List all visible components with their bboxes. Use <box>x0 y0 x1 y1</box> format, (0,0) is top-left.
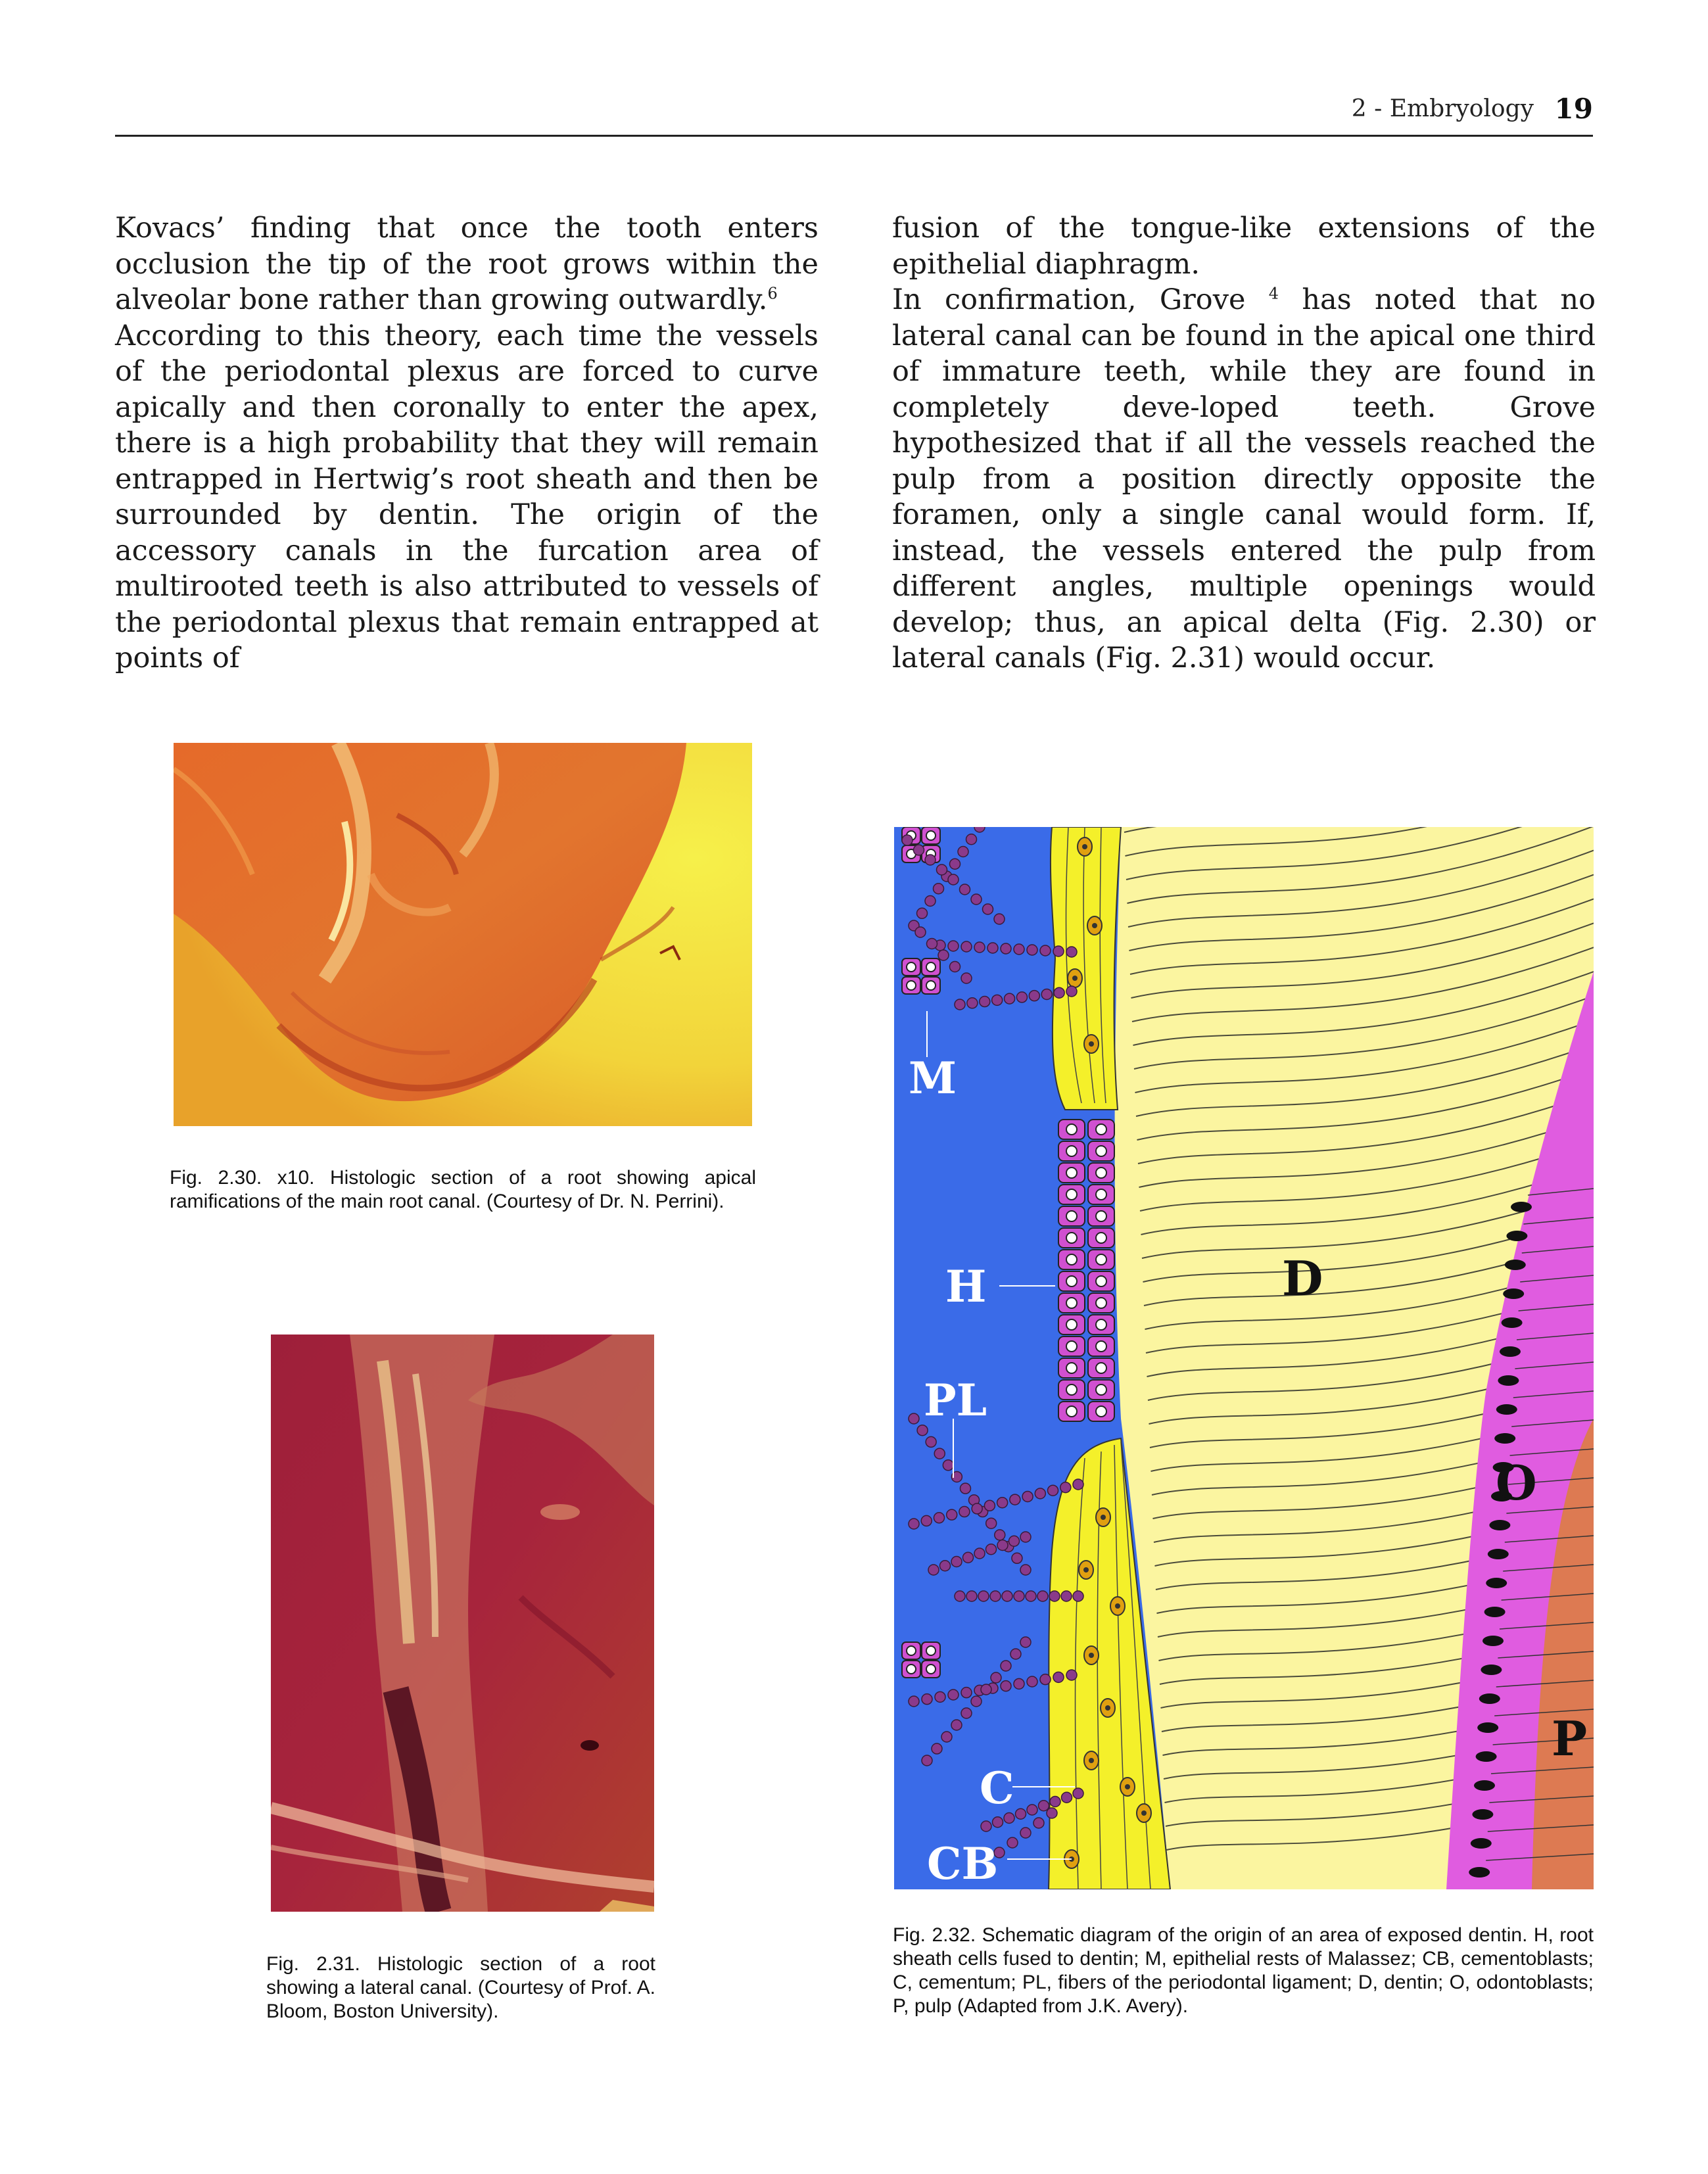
fiber-bead <box>1010 1494 1020 1505</box>
paragraph: According to this theory, each time the vessels of the periodontal plexus are forced to curve apically and then coronally to enter the apex, there is a high probability that they will remain entrapped in Hertwig’s root sheath and then be surrounded by dentin. The origin of the accessory canals in the furcation area of multirooted teeth is also attributed to vessels of the periodontal plexus that remain entrapped at points of <box>115 319 818 674</box>
fiber-bead <box>935 1691 945 1702</box>
fiber-bead <box>1048 1485 1058 1496</box>
fiber-bead <box>1050 1797 1060 1807</box>
fiber-bead <box>925 855 936 865</box>
fiber-bead <box>984 1500 995 1511</box>
paragraph <box>892 282 1596 676</box>
fiber-bead <box>1027 1676 1037 1687</box>
fiber-bead <box>972 1503 982 1514</box>
fiber-bead <box>1039 1801 1049 1811</box>
fiber-bead <box>1049 1591 1060 1601</box>
root-sheath-nucleus <box>1096 1254 1106 1265</box>
fiber-bead <box>1027 1805 1037 1815</box>
fiber-bead <box>1014 1591 1024 1601</box>
fiber-bead <box>1020 1565 1031 1575</box>
figure-2-31-photo <box>271 1335 654 1912</box>
fiber-bead <box>1001 1681 1011 1691</box>
fiber-bead <box>1014 1678 1024 1689</box>
odontoblast-nucleus <box>1498 1375 1519 1386</box>
label-p: P <box>1552 1711 1588 1766</box>
fiber-bead <box>1047 1808 1057 1818</box>
fiber-bead <box>934 884 944 894</box>
root-sheath-nucleus <box>1096 1298 1106 1308</box>
cementum-upper <box>1051 827 1121 1110</box>
odontoblast-nucleus <box>1472 1809 1493 1820</box>
fiber-bead <box>1066 1670 1077 1680</box>
fiber-bead <box>909 1519 919 1529</box>
label-d: D <box>1282 1250 1323 1306</box>
fiber-bead <box>941 1732 952 1742</box>
fiber-bead <box>1014 944 1024 955</box>
fiber-bead <box>961 1688 972 1698</box>
odontoblast-nucleus <box>1479 1693 1500 1704</box>
cementocyte-nucleus <box>1101 1515 1106 1520</box>
cementocyte-nucleus <box>1082 844 1087 849</box>
right-column <box>892 210 1596 676</box>
fiber-bead <box>987 943 998 953</box>
fiber-bead <box>1027 945 1037 955</box>
fiber-bead <box>981 1684 991 1695</box>
odontoblast-nucleus <box>1481 1665 1502 1675</box>
paragraph <box>115 210 818 318</box>
fiber-bead <box>909 1696 919 1707</box>
fiber-bead <box>1040 1674 1051 1685</box>
odontoblast-nucleus <box>1486 1578 1507 1588</box>
odontoblast-nucleus <box>1511 1202 1532 1212</box>
label-pl: PL <box>924 1375 987 1426</box>
fiber-bead <box>927 939 937 949</box>
fiber-bead <box>928 1565 939 1575</box>
fiber-bead <box>1033 1818 1044 1828</box>
fiber-bead <box>909 1413 919 1424</box>
fiber-bead <box>983 904 993 914</box>
fiber-bead <box>934 1513 944 1523</box>
fiber-bead <box>1041 989 1052 999</box>
page-header <box>115 95 1593 135</box>
root-sheath-nucleus <box>1096 1384 1106 1395</box>
fiber-bead <box>951 1557 962 1567</box>
root-sheath-nucleus <box>1096 1146 1106 1156</box>
fiber-bead <box>1073 1591 1083 1601</box>
root-sheath-nucleus <box>1096 1341 1106 1352</box>
malassez-nucleus <box>907 1646 916 1655</box>
root-sheath-nucleus <box>1066 1168 1077 1178</box>
fiber-bead <box>961 1708 972 1718</box>
root-sheath-nucleus <box>1096 1233 1106 1243</box>
fiber-bead <box>1060 1482 1071 1493</box>
fiber-bead <box>992 995 1003 1005</box>
root-sheath-nucleus <box>1096 1363 1106 1373</box>
fiber-bead <box>955 1591 965 1601</box>
odontoblast-nucleus <box>1496 1404 1517 1415</box>
paragraph-text: In confirmation, Grove <box>892 283 1246 316</box>
malassez-nucleus <box>926 1646 936 1655</box>
fiber-bead <box>963 1552 974 1563</box>
fiber-bead <box>950 962 961 972</box>
label-o: O <box>1496 1455 1537 1511</box>
fiber-bead <box>934 1448 945 1459</box>
header-rule <box>115 135 1593 137</box>
figure-2-32-caption: Fig. 2.32. Schematic diagram of the origin of an area of exposed dentin. H, root sheath cells fused to dentin; M, epithelial rests of Malassez; CB, cementoblasts; C, cementum; PL, fibers of the periodontal ligament; D, dentin; O, odontoblasts; P, pulp (Adapted from J.K. Avery). <box>893 1924 1594 2017</box>
fiber-bead <box>947 1509 957 1520</box>
root-sheath-nucleus <box>1066 1319 1077 1330</box>
fiber-bead <box>951 1720 962 1730</box>
page-number: 19 <box>1554 93 1593 125</box>
fiber-bead <box>948 874 959 885</box>
fiber-bead <box>915 927 926 937</box>
malassez-nucleus <box>907 962 916 972</box>
cementocyte-nucleus <box>1125 1784 1130 1789</box>
fiber-bead <box>1005 993 1015 1004</box>
fiber-bead <box>943 1460 953 1471</box>
fiber-bead <box>1053 1672 1064 1682</box>
root-sheath-nucleus <box>1096 1319 1106 1330</box>
malassez-nucleus <box>907 981 916 990</box>
fiber-bead <box>1029 991 1039 1001</box>
fiber-bead <box>994 914 1005 924</box>
paragraph-text: Kovacs’ finding that once the tooth enters occlusion the tip of the root grows within the alveolar bone rather than growing outwardly. <box>115 212 818 316</box>
fiber-bead <box>986 1544 997 1555</box>
fiber-bead <box>948 941 959 951</box>
fiber-bead <box>940 1561 951 1571</box>
fiber-bead <box>997 1498 1008 1508</box>
fiber-bead <box>1016 992 1027 1003</box>
odontoblast-nucleus <box>1474 1780 1495 1791</box>
odontoblast-nucleus <box>1476 1751 1497 1762</box>
root-sheath-nucleus <box>1066 1384 1077 1395</box>
fiber-bead <box>1054 987 1064 998</box>
fiber-bead <box>993 1817 1003 1828</box>
cementocyte-nucleus <box>1141 1810 1147 1816</box>
fiber-bead <box>966 1591 977 1601</box>
fiber-bead <box>922 1694 932 1705</box>
odontoblast-nucleus <box>1471 1838 1492 1849</box>
fiber-bead <box>1066 947 1077 957</box>
fiber-bead <box>995 1530 1005 1540</box>
fiber-bead <box>1022 1491 1033 1501</box>
odontoblast-nucleus <box>1488 1549 1509 1559</box>
odontoblast-nucleus <box>1469 1867 1490 1878</box>
fiber-bead <box>986 1518 997 1528</box>
fiber-bead <box>902 835 913 845</box>
fiber-bead <box>1010 1649 1021 1659</box>
malassez-nucleus <box>926 962 936 972</box>
root-sheath-nucleus <box>1066 1341 1077 1352</box>
fiber-bead <box>1040 945 1051 956</box>
cementocyte-nucleus <box>1105 1705 1110 1711</box>
fiber-bead <box>1020 1532 1031 1542</box>
fiber-bead <box>966 834 977 845</box>
root-sheath-nucleus <box>1066 1146 1077 1156</box>
fiber-bead <box>1061 1591 1072 1601</box>
root-sheath-nucleus <box>1066 1298 1077 1308</box>
fiber-bead <box>1020 1828 1031 1838</box>
odontoblast-nucleus <box>1500 1346 1521 1357</box>
fiber-bead <box>1001 1661 1011 1671</box>
fiber-bead <box>950 859 961 869</box>
root-sheath-nucleus <box>1066 1254 1077 1265</box>
fiber-bead <box>1001 943 1011 954</box>
fiber-bead <box>922 1755 932 1766</box>
fiber-bead <box>1037 1591 1048 1601</box>
odontoblast-nucleus <box>1483 1636 1504 1646</box>
root-sheath-nucleus <box>1066 1211 1077 1221</box>
paragraph-text: has noted that no lateral canal can be found in the apical one third of immature teeth, while they are found in completely deve-loped teeth. Grove hypothesized that if all the vessels reached the pulp from a position directly opposite the foramen, only a single canal would form. If, instead, the vessels entered the pulp from different angles, multiple openings would develop; thus, an apical delta (Fig. 2.30) or lateral canals (Fig. 2.31) would occur. <box>892 283 1596 674</box>
figure-2-30-photo <box>174 743 752 1126</box>
fiber-bead <box>1004 1813 1014 1824</box>
reference-mark: 4 <box>1268 284 1279 303</box>
fiber-bead <box>971 1696 982 1707</box>
fiber-bead <box>1026 1591 1036 1601</box>
root-sheath-nucleus <box>1066 1189 1077 1200</box>
odontoblast-nucleus <box>1477 1722 1498 1733</box>
fiber-bead <box>925 896 936 907</box>
cementocyte-nucleus <box>1089 1041 1094 1047</box>
root-sheath-nucleus <box>1096 1124 1106 1135</box>
histology-section-lateral-canal <box>271 1335 654 1912</box>
label-h: H <box>945 1261 987 1312</box>
fiber-bead <box>997 1540 1008 1551</box>
reference-mark: 6 <box>767 284 778 303</box>
fiber-bead <box>974 1548 985 1559</box>
fiber-bead <box>961 941 972 952</box>
label-c: C <box>980 1762 1014 1814</box>
fiber-bead <box>978 1591 989 1601</box>
fiber-bead <box>914 845 924 855</box>
odontoblast-nucleus <box>1494 1433 1515 1444</box>
cementocyte-nucleus <box>1089 1758 1094 1763</box>
cementocyte-nucleus <box>1089 1653 1094 1658</box>
fiber-bead <box>971 894 982 905</box>
fiber-bead <box>955 999 965 1010</box>
fiber-bead <box>1020 1637 1031 1647</box>
fiber-bead <box>1066 986 1077 997</box>
malassez-nucleus <box>926 831 936 840</box>
fiber-bead <box>1012 1553 1022 1563</box>
fiber-bead <box>960 1483 970 1494</box>
root-sheath-nucleus <box>1066 1276 1077 1287</box>
root-sheath-nucleus <box>1096 1276 1106 1287</box>
fiber-bead <box>967 998 978 1008</box>
odontoblast-nucleus <box>1503 1288 1524 1299</box>
running-head: 2 - Embryology <box>1351 95 1534 122</box>
root-sheath-nucleus <box>1096 1189 1106 1200</box>
fiber-bead <box>948 1690 959 1700</box>
fiber-bead <box>1007 1837 1018 1848</box>
fiber-bead <box>926 1436 936 1447</box>
fiber-bead <box>937 864 947 875</box>
fiber-bead <box>1002 1591 1012 1601</box>
fiber-bead <box>961 973 972 983</box>
fiber-bead <box>958 847 968 857</box>
odontoblast-nucleus <box>1505 1260 1526 1270</box>
figure-2-30-caption: Fig. 2.30. x10. Histologic section of a root showing apical ramifications of the main root canal. (Courtesy of Dr. N. Perrini). <box>170 1167 756 1212</box>
fiber-bead <box>1062 1792 1072 1803</box>
fiber-bead <box>960 884 970 895</box>
fiber-bead <box>974 942 985 953</box>
odontoblast-nucleus <box>1489 1520 1510 1530</box>
malassez-nucleus <box>907 1665 916 1674</box>
root-sheath-nucleus <box>1066 1363 1077 1373</box>
fiber-bead <box>981 1821 991 1831</box>
histology-section-apical-delta <box>174 743 752 1126</box>
root-sheath-nucleus <box>1066 1124 1077 1135</box>
fiber-bead <box>917 1425 928 1436</box>
cementocyte-nucleus <box>1115 1603 1120 1609</box>
label-m: M <box>909 1052 957 1104</box>
cementocyte-nucleus <box>1072 976 1078 981</box>
cementocyte-nucleus <box>1092 923 1097 928</box>
fiber-bead <box>1073 1788 1083 1799</box>
fiber-bead <box>1053 946 1064 957</box>
fiber-bead <box>990 1591 1001 1601</box>
paragraph: fusion of the tongue-like extensions of the epithelial diaphragm. <box>892 212 1596 281</box>
malassez-nucleus <box>926 1665 936 1674</box>
fiber-bead <box>921 1515 932 1526</box>
fiber-bead <box>932 1743 942 1754</box>
label-cb: CB <box>927 1838 999 1889</box>
left-column <box>115 210 818 676</box>
root-sheath-nucleus <box>1066 1406 1077 1417</box>
fiber-bead <box>1073 1479 1083 1490</box>
malassez-nucleus <box>926 981 936 990</box>
fiber-bead <box>1016 1808 1026 1819</box>
odontoblast-nucleus <box>1506 1231 1527 1241</box>
fiber-bead <box>1035 1488 1045 1499</box>
odontoblast-nucleus <box>1484 1607 1506 1617</box>
fiber-bead <box>959 1507 970 1517</box>
figure-2-31-caption: Fig. 2.31. Histologic section of a root showing a lateral canal. (Courtesy of Prof. A. Bloom, Boston University). <box>266 1953 655 2022</box>
fiber-bead <box>980 997 990 1007</box>
fiber-bead <box>991 1672 1001 1683</box>
root-sheath-nucleus <box>1096 1211 1106 1221</box>
cementocyte-nucleus <box>1083 1567 1089 1572</box>
root-sheath-nucleus <box>1096 1406 1106 1417</box>
odontoblast-nucleus <box>1502 1317 1523 1328</box>
root-sheath-nucleus <box>1066 1233 1077 1243</box>
fiber-bead <box>1009 1536 1020 1546</box>
root-development-schematic <box>894 827 1594 1889</box>
figure-2-32-diagram <box>894 827 1594 1889</box>
fiber-bead <box>917 908 928 918</box>
root-sheath-nucleus <box>1096 1168 1106 1178</box>
fiber-bead <box>938 950 949 960</box>
